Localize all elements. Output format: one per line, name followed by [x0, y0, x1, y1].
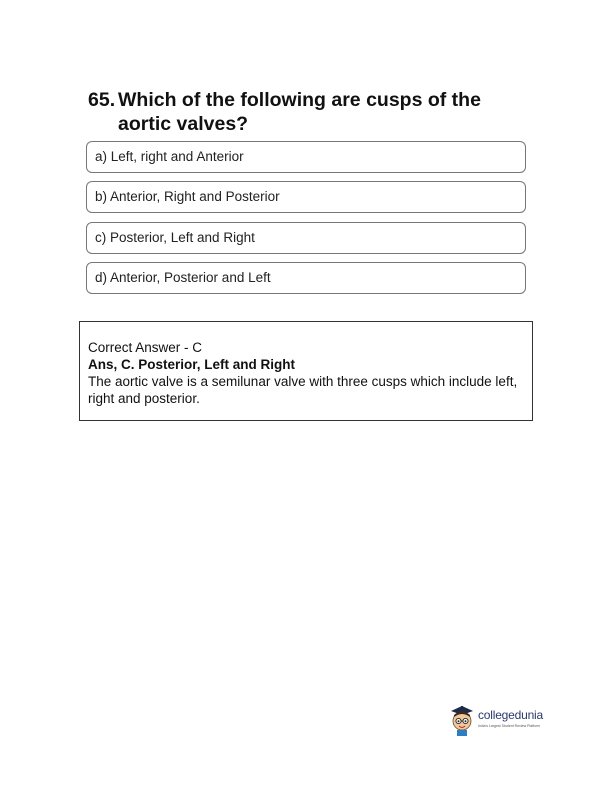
answer-heading: Ans, C. Posterior, Left and Right — [88, 357, 296, 372]
brand-name: collegedunia — [478, 708, 543, 722]
option-b[interactable]: b) Anterior, Right and Posterior — [86, 181, 526, 213]
option-a[interactable]: a) Left, right and Anterior — [86, 141, 526, 173]
mascot-icon — [448, 703, 476, 737]
answer-box — [79, 321, 533, 421]
correct-answer-line: Correct Answer - C — [88, 340, 203, 355]
question-number: 65. — [88, 89, 116, 111]
collegedunia-logo — [448, 703, 548, 737]
question-text: Which of the following are cusps of the aortic valves? — [118, 89, 481, 135]
answer-explanation: The aortic valve is a semilunar valve with three cusps which include left, right and posterior. — [88, 374, 518, 406]
option-d[interactable]: d) Anterior, Posterior and Left — [86, 262, 526, 294]
brand-tagline: India's Largest Student Review Platform — [478, 724, 541, 728]
question — [88, 88, 518, 136]
option-c[interactable]: c) Posterior, Left and Right — [86, 222, 526, 254]
